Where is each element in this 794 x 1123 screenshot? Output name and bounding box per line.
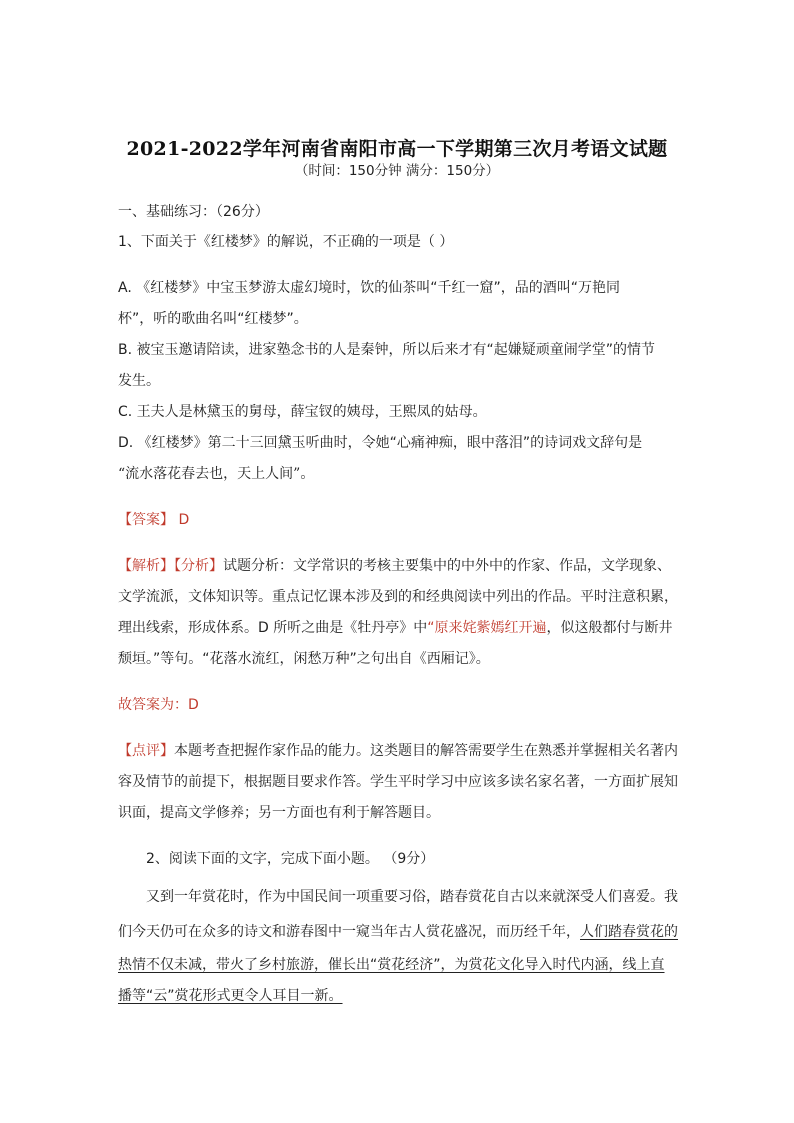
analysis-text-1: 试题分析：文学常识的考核主要集中的中外中的作家、作品，文学现象、 — [223, 558, 671, 574]
passage-line-2 — [118, 923, 708, 941]
paper-subtitle: （时间：150分钟 满分：150分） — [294, 163, 500, 179]
option-b-line-2: 发生。 — [118, 373, 160, 389]
passage-line-2-text: 们今天仍可在众多的诗文和游春图中一窥当年古人赏花盛况，而历经千年， — [118, 924, 580, 940]
comment-line-1 — [118, 742, 708, 760]
section-heading: 一、基础练习：（26分） — [118, 204, 269, 220]
comment-line-3: 识面，提高文学修养；另一方面也有利于解答题目。 — [118, 805, 440, 821]
passage-line-3-underlined: 热情不仅未减，带火了乡村旅游，催长出“赏花经济”，为赏花文化导入时代内涵，线上直 — [118, 957, 665, 973]
analysis-line-1 — [118, 557, 708, 575]
passage-line-4-underlined: 播等“云”赏花形式更令人耳目一新。 — [118, 988, 343, 1004]
comment-text-1: 本题考查把握作家作品的能力。这类题目的解答需要学生在熟悉并掌握相关名著内 — [174, 743, 678, 759]
quoted-verse: “原来姹紫嫣红开遍 — [427, 620, 547, 636]
answer-label: 【答案】 — [118, 512, 174, 528]
option-c: C. 王夫人是林黛玉的舅母，薛宝钗的姨母，王熙凤的姑母。 — [118, 404, 487, 420]
answer-value: D — [174, 512, 190, 528]
answer-conclusion: 故答案为：D — [118, 697, 199, 713]
answer-line — [118, 511, 708, 529]
passage-underlined-start: 人们踏春赏花的 — [580, 924, 678, 940]
option-a-line-1: A. 《红楼梦》中宝玉梦游太虚幻境时，饮的仙茶叫“千红一窟”，品的酒叫“万艳同 — [118, 280, 620, 296]
option-d-line-1: D. 《红楼梦》第二十三回黛玉听曲时，令她“心痛神痴，眼中落泪”的诗词戏文辞句是 — [118, 435, 643, 451]
paper-title: 2021-2022学年河南省南阳市高一下学期第三次月考语文试题 — [126, 138, 668, 160]
analysis-line-4: 颓垣。”等句。“花落水流红，闲愁万种”之句出自《西厢记》。 — [118, 651, 490, 667]
question-2-stem: 2、阅读下面的文字，完成下面小题。 （9分） — [146, 851, 435, 867]
passage-line-1: 又到一年赏花时，作为中国民间一项重要习俗，踏春赏花自古以来就深受人们喜爱。我 — [146, 889, 678, 905]
comment-label: 【点评】 — [118, 743, 174, 759]
option-d-line-2: “流水落花春去也，天上人间”。 — [118, 466, 315, 482]
analysis-label: 【解析】【分析】 — [118, 558, 223, 574]
question-1-stem: 1、下面关于《红楼梦》的解说，不正确的一项是（ ） — [118, 234, 454, 250]
comment-line-2: 容及情节的前提下，根据题目要求作答。学生平时学习中应该多读名家名著，一方面扩展知 — [118, 774, 678, 790]
option-b-line-1: B. 被宝玉邀请陪读，进家塾念书的人是秦钟，所以后来才有“起嫌疑顽童闹学堂”的情节 — [118, 342, 656, 358]
analysis-line-2: 文学流派，文体知识等。重点记忆课本涉及到的和经典阅读中列出的作品。平时注意积累， — [118, 589, 678, 605]
option-a-line-2: 杯”，听的歌曲名叫“红楼梦”。 — [118, 311, 308, 327]
analysis-line-3: 理出线索，形成体系。D 所听之曲是《牡丹亭》中“原来姹紫嫣红开遍，似这般都付与断井 — [118, 620, 673, 636]
